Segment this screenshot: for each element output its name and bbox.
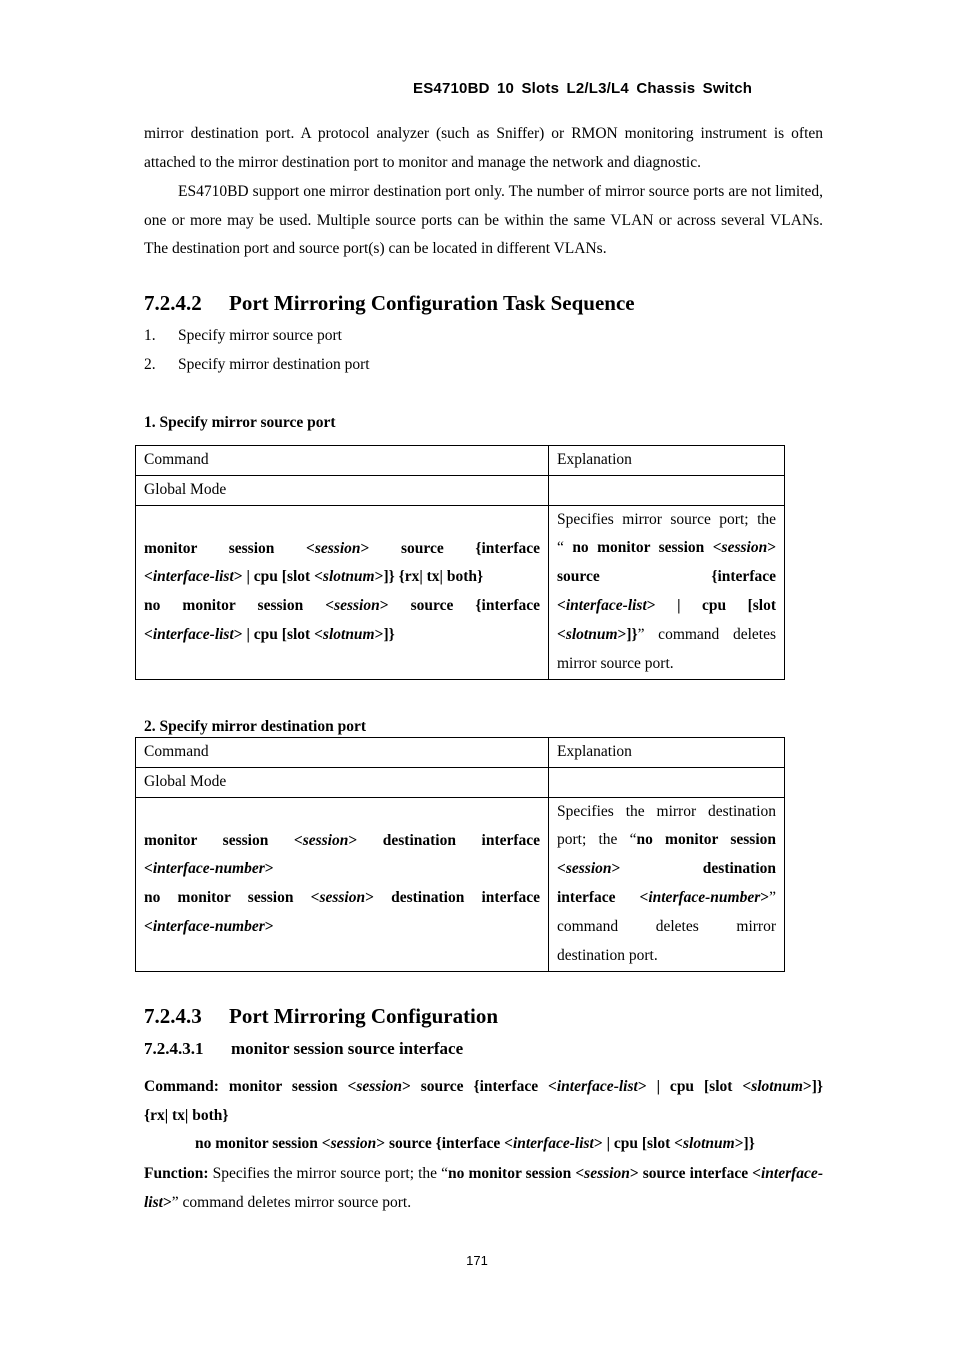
- list-item: [144, 327, 342, 345]
- explanation-line: <interface-list> | cpu [slot: [557, 596, 776, 614]
- command-syntax-line: {rx| tx| both}: [144, 1106, 229, 1124]
- table2-caption: 2. Specify mirror destination port: [144, 718, 367, 735]
- header-command: Command: [136, 446, 549, 476]
- list-item: [144, 356, 370, 374]
- list-item-number: 1.: [144, 327, 156, 344]
- table-header-row: [136, 738, 785, 768]
- command-line: <interface-number>: [144, 917, 274, 935]
- mode-cell: Global Mode: [136, 767, 549, 797]
- header-explanation: Explanation: [549, 446, 785, 476]
- command-line: no monitor session <session> destination interface: [144, 889, 541, 907]
- table-mode-row: [136, 767, 785, 797]
- explanation-line: command deletes mirror: [557, 917, 776, 935]
- table-mode-row: [136, 475, 785, 505]
- explanation-line: destination port.: [557, 946, 658, 964]
- table-row: [136, 505, 785, 679]
- command-table-destination: [135, 737, 785, 972]
- explanation-line: port; the “no monitor session: [557, 831, 776, 849]
- explanation-line: Specifies mirror source port; the: [557, 510, 776, 528]
- command-syntax: [144, 1073, 823, 1159]
- explanation-line: mirror source port.: [557, 654, 674, 672]
- subsection-number: 7.2.4.3.1: [144, 1039, 204, 1058]
- explanation-line: <session> destination: [557, 860, 776, 878]
- list-item-text: Specify mirror source port: [178, 327, 342, 344]
- section-heading-7242: [144, 291, 635, 316]
- list-item-number: 2.: [144, 356, 156, 373]
- header-explanation: Explanation: [549, 738, 785, 768]
- table1-caption: 1. Specify mirror source port: [144, 414, 336, 431]
- explanation-line: <slotnum>]}” command deletes: [557, 625, 776, 643]
- command-line: <interface-list> | cpu [slot <slotnum>]} {rx| tx| both}: [144, 568, 484, 586]
- command-syntax-line: Command: monitor session <session> source {interface <interface-list> | cpu [slot <slotnum>]}: [144, 1078, 823, 1095]
- mode-empty-cell: [549, 767, 785, 797]
- command-line: monitor session <session> source {interface: [144, 539, 541, 557]
- intro-paragraph-2: ES4710BD support one mirror destination port only. The number of mirror source ports are not limited, one or more may be used. Multiple source ports can be within the same VLAN or across several VLANs. The destination port and source port(s) can be located in different VLANs.: [144, 183, 823, 258]
- header-command: Command: [136, 738, 549, 768]
- section-heading-7243: [144, 1004, 498, 1029]
- command-line: monitor session <session> destination interface: [144, 831, 541, 849]
- command-table-source: [135, 445, 785, 680]
- explanation-line: Specifies the mirror destination: [557, 802, 777, 820]
- section-number: 7.2.4.2: [144, 291, 202, 315]
- section-number: 7.2.4.3: [144, 1004, 202, 1028]
- explanation-cell: [549, 505, 785, 679]
- command-cell: [136, 505, 549, 679]
- list-item-text: Specify mirror destination port: [178, 356, 370, 373]
- command-cell: [136, 797, 549, 971]
- explanation-line: source {interface: [557, 568, 776, 586]
- command-syntax-no-line: no monitor session <session> source {interface <interface-list> | cpu [slot <slotnum>]}: [195, 1135, 755, 1153]
- section-title: Port Mirroring Configuration: [229, 1004, 499, 1028]
- intro-paragraph-1: mirror destination port. A protocol analyzer (such as Sniffer) or RMON monitoring instrument is often attached to the mirror destination port to monitor and manage the network and diagnostic.: [144, 125, 823, 171]
- table-row: [136, 797, 785, 971]
- explanation-cell: [549, 797, 785, 971]
- mode-empty-cell: [549, 475, 785, 505]
- running-header: ES4710BD 10 Slots L2/L3/L4 Chassis Switch: [413, 80, 753, 97]
- explanation-line: interface <interface-number>”: [557, 888, 776, 906]
- page-number: 171: [466, 1253, 488, 1268]
- function-description: Function: Specifies the mirror source port; the “no monitor session <session> source interface <interface-list>” command deletes mirror source port.: [144, 1165, 823, 1211]
- subsection-title: monitor session source interface: [231, 1039, 464, 1058]
- command-line: <interface-list> | cpu [slot <slotnum>]}: [144, 625, 395, 643]
- mode-cell: Global Mode: [136, 475, 549, 505]
- command-line: <interface-number>: [144, 860, 274, 878]
- section-title: Port Mirroring Configuration Task Sequence: [229, 291, 635, 315]
- table-header-row: [136, 446, 785, 476]
- explanation-line: “ no monitor session <session>: [557, 539, 777, 557]
- command-line: no monitor session <session> source {interface: [144, 597, 541, 615]
- subsection-heading-72431: [144, 1039, 463, 1059]
